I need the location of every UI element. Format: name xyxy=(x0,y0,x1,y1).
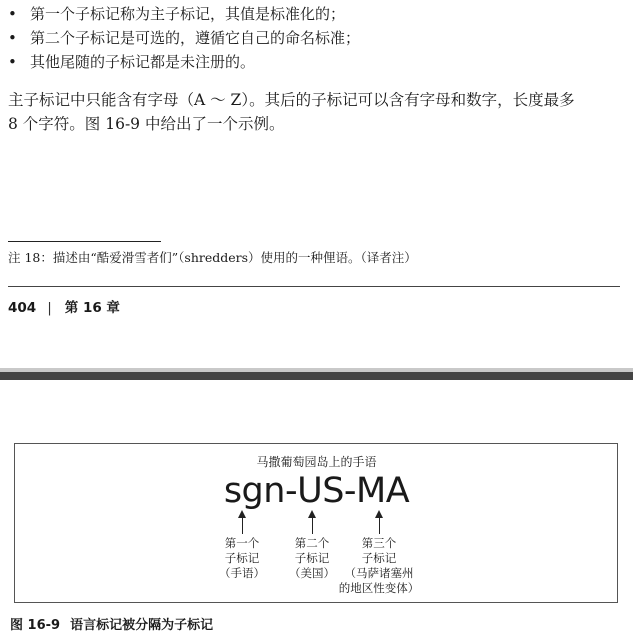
figure-title xyxy=(10,614,213,633)
arrow-shaft xyxy=(242,516,243,534)
page-number: 404 xyxy=(8,300,37,316)
label-line: 第三个 xyxy=(361,536,397,550)
page-footer xyxy=(8,296,120,316)
bullet-dot: • xyxy=(8,5,17,23)
footnote: 注 18：描述由“酷爱滑雪者们”（shredders）使用的一种俚语。（译者注） xyxy=(8,250,417,265)
figure-caption-top: 马撒葡萄园岛上的手语 xyxy=(256,455,377,469)
paragraph-line: 主子标记中只能含有字母（A ～ Z）。其后的子标记可以含有字母和数字，长度最多 xyxy=(8,91,575,109)
label-line: （美国） xyxy=(289,566,335,580)
bullet-item xyxy=(8,28,360,48)
bullet-text: 第一个子标记称为主子标记，其值是标准化的； xyxy=(30,5,346,23)
arrow-shaft xyxy=(379,516,380,534)
label-line: （马萨诸塞州 xyxy=(344,566,414,580)
figure-number: 图 16-9 xyxy=(10,618,61,633)
bullet-item xyxy=(8,52,255,72)
body-paragraph xyxy=(8,88,628,136)
subtag-label-primary xyxy=(212,536,272,581)
footnote-rule xyxy=(8,241,161,242)
language-tag: sgn-US-MA xyxy=(223,471,410,511)
bullet-item xyxy=(8,4,345,24)
page-divider xyxy=(0,368,633,380)
subtag-label-second xyxy=(282,536,342,581)
bullet-text: 其他尾随的子标记都是未注册的。 xyxy=(30,53,256,71)
label-line: 子标记 xyxy=(224,551,260,565)
footer-separator: | xyxy=(47,300,52,316)
label-line: 子标记 xyxy=(361,551,397,565)
arrow-shaft xyxy=(312,516,313,534)
label-line: 第二个 xyxy=(294,536,330,550)
page-rule xyxy=(8,286,620,287)
subtag-label-third xyxy=(334,536,424,596)
bullet-dot: • xyxy=(8,53,17,71)
chapter-label: 第 16 章 xyxy=(64,300,120,316)
label-line: 的地区性变体） xyxy=(338,581,420,595)
bullet-dot: • xyxy=(8,29,17,47)
label-line: 第一个 xyxy=(224,536,260,550)
figure-title-text: 语言标记被分隔为子标记 xyxy=(70,618,214,633)
label-line: 子标记 xyxy=(294,551,330,565)
bullet-text: 第二个子标记是可选的，遵循它自己的命名标准； xyxy=(30,29,361,47)
label-line: （手语） xyxy=(219,566,265,580)
paragraph-line: 8 个字符。图 16-9 中给出了一个示例。 xyxy=(8,115,285,133)
